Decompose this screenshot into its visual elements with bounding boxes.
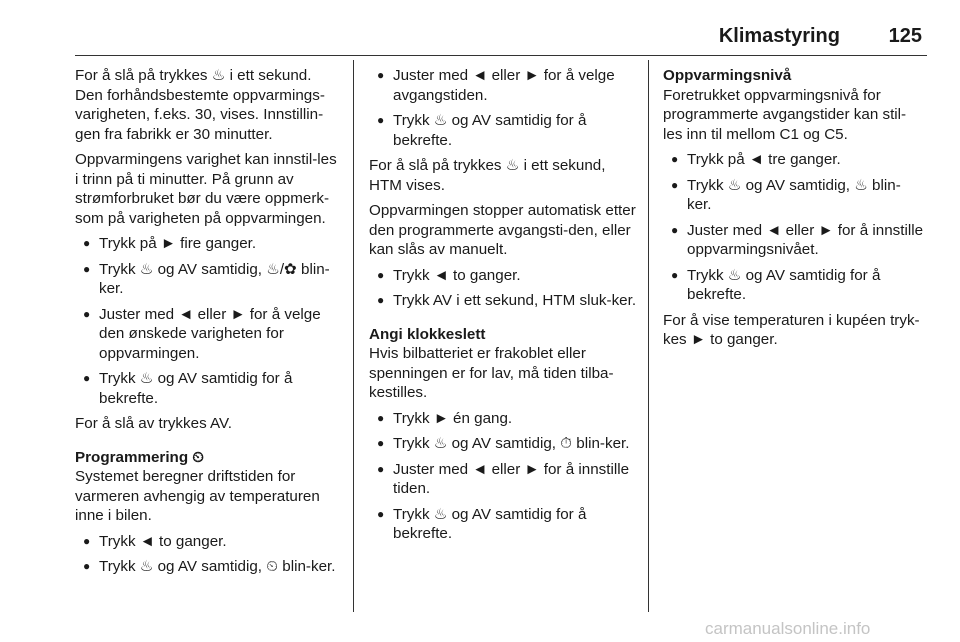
list-item: ● Juster med ◄ eller ► for å velge avgangstiden. (369, 66, 637, 105)
steps-cancel (369, 266, 637, 311)
column-3 (663, 66, 925, 356)
paragraph-turn-off: For å slå av trykkes AV. (75, 415, 232, 432)
column-2 (369, 66, 637, 550)
list-item: ● Juster med ◄ eller ► for å innstille oppvarmingsnivået. (663, 221, 925, 260)
page-header-title: Klimastyring (718, 25, 840, 47)
list-item: ● Juster med ◄ eller ► for å velge den ønskede varigheten for oppvarmingen. (75, 305, 343, 364)
paragraph-programming: Systemet beregner driftstiden for varmeren avhengig av temperaturen inne i bilen. (75, 468, 320, 524)
steps-clock (369, 409, 637, 544)
list-item: ● Trykk AV i ett sekund, HTM sluk-ker. (369, 291, 637, 311)
list-item: ● Trykk på ◄ tre ganger. (663, 150, 925, 170)
steps-heat-level (663, 150, 925, 305)
paragraph-battery: Hvis bilbatteriet er frakoblet eller spenningen er for lav, må tiden tilba-kestilles. (369, 345, 614, 401)
page-number: 125 (888, 25, 922, 47)
list-item: ● Trykk ♨ og AV samtidig, ♨ blin-ker. (663, 176, 925, 215)
watermark: carmanualsonline.info (705, 619, 871, 638)
list-item: ● Juster med ◄ eller ► for å innstille tiden. (369, 460, 637, 499)
heading-programming: Programmering ⏲ (75, 448, 205, 466)
paragraph-turn-on: For å slå på trykkes ♨ i ett sekund. Den forhåndsbestemte oppvarmings-varigheten, f.eks. 30, vises. Innstillin-gen fra fabrikk er 30 minutter. (75, 67, 325, 143)
list-item: ● Trykk ♨ og AV samtidig, ♨/✿ blin-ker. (75, 260, 343, 299)
heading-heat-level: Oppvarmingsnivå (663, 67, 792, 84)
paragraph-htm: For å slå på trykkes ♨ i ett sekund, HTM vises. (369, 157, 606, 194)
list-item: ● Trykk ♨ og AV samtidig for å bekrefte. (369, 111, 637, 150)
column-1 (75, 66, 343, 583)
paragraph-duration: Oppvarmingens varighet kan innstil-les i trinn på ti minutter. På grunn av strømforbruket bør du være oppmerk-som på varigheten på oppvarmingen. (75, 151, 337, 227)
list-item: ● Trykk ♨ og AV samtidig, ⏱ blin-ker. (369, 434, 637, 454)
list-item: ● Trykk ♨ og AV samtidig for å bekrefte. (369, 505, 637, 544)
steps-programming (75, 532, 343, 577)
list-item: ● Trykk ◄ to ganger. (75, 532, 343, 552)
list-item: ● Trykk ► én gang. (369, 409, 637, 429)
header-rule (75, 55, 927, 56)
list-item: ● Trykk ♨ og AV samtidig, ⏲ blin-ker. (75, 557, 343, 577)
column-divider-2 (648, 60, 649, 612)
heading-set-clock: Angi klokkeslett (369, 325, 486, 343)
paragraph-cabin-temp: For å vise temperaturen i kupéen tryk-kes ► to ganger. (663, 311, 920, 348)
list-item: ● Trykk på ► fire ganger. (75, 234, 343, 254)
column-divider-1 (353, 60, 354, 612)
paragraph-auto-stop: Oppvarmingen stopper automatisk etter den programmerte avgangsti-den, eller kan slås av manuelt. (369, 202, 636, 258)
list-item: ● Trykk ◄ to ganger. (369, 266, 637, 286)
steps-departure (369, 66, 637, 150)
list-item: ● Trykk ♨ og AV samtidig for å bekrefte. (75, 369, 343, 408)
list-item: ● Trykk ♨ og AV samtidig for å bekrefte. (663, 266, 925, 305)
steps-duration (75, 234, 343, 408)
paragraph-heat-level: Foretrukket oppvarmingsnivå for programmerte avgangstider kan stil-les inn til mellom C1 og C5. (663, 86, 907, 143)
